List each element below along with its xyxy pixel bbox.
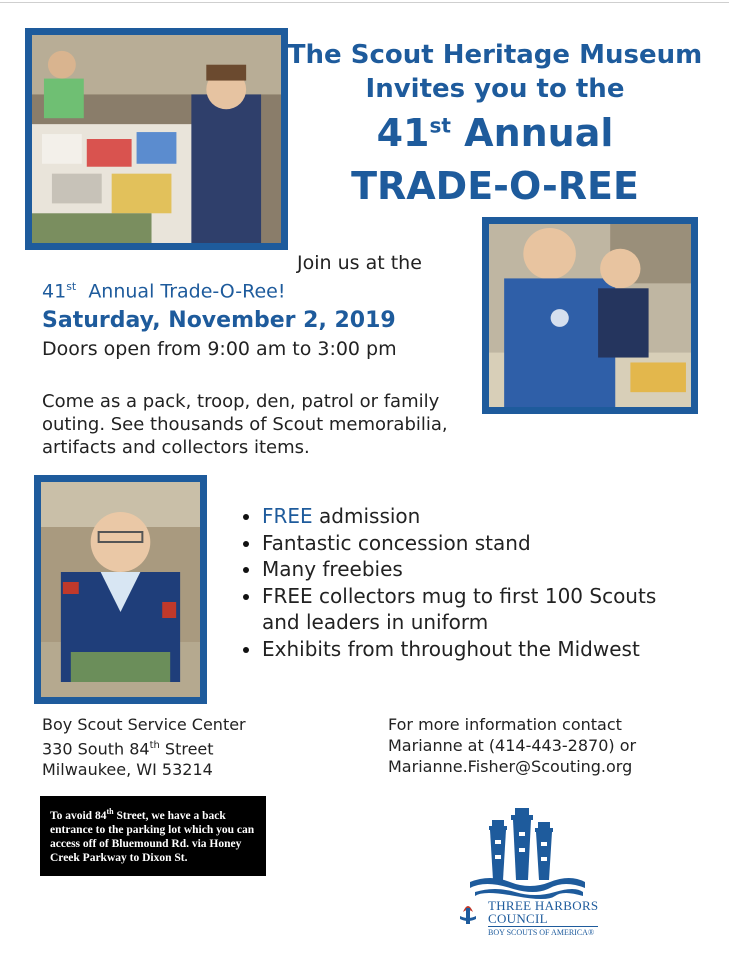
photo-two-scouts bbox=[482, 217, 698, 414]
notice-text-rest: Street, we have a back entrance to the parking lot which you can access off of Bluemound Rd. via Honey Creek Parkway to Dixon St. bbox=[50, 809, 255, 864]
annual-suffix: st bbox=[66, 280, 77, 293]
annual-label: Annual Trade-O-Ree! bbox=[76, 280, 286, 303]
list-item-text: Exhibits from throughout the Midwest bbox=[262, 636, 640, 661]
event-hours: Doors open from 9:00 am to 3:00 pm bbox=[42, 338, 397, 360]
council-name-line-1: THREE HARBORS bbox=[488, 898, 599, 913]
header-museum-line: The Scout Heritage Museum bbox=[287, 40, 703, 70]
council-tagline bbox=[488, 926, 598, 938]
list-item bbox=[238, 583, 662, 636]
contact-line-2: Marianne at (414-443-2870) or bbox=[388, 736, 637, 755]
header-annual-number: 41 bbox=[376, 111, 430, 155]
street-word: Street bbox=[159, 739, 214, 759]
notice-text: To avoid 84 bbox=[50, 809, 107, 822]
event-description: Come as a pack, troop, den, patrol or family outing. See thousands of Scout memorabilia, artifacts and collectors items. bbox=[42, 391, 448, 458]
list-item-text: admission bbox=[312, 504, 421, 528]
list-item-text: Many freebies bbox=[262, 557, 403, 581]
free-highlight: FREE bbox=[262, 504, 313, 528]
annual-text bbox=[42, 280, 286, 302]
list-item-text: FREE collectors mug to first 100 Scouts and leaders in uniform bbox=[262, 583, 657, 634]
list-item bbox=[238, 503, 662, 530]
list-item-text: Fantastic concession stand bbox=[262, 530, 531, 555]
event-date: Saturday, November 2, 2019 bbox=[42, 308, 396, 333]
list-item bbox=[238, 636, 662, 663]
header-annual-line bbox=[285, 110, 705, 156]
tagline-text: BOY SCOUTS OF AMERICA bbox=[488, 928, 588, 937]
street-number: 330 South 84 bbox=[42, 739, 150, 759]
contact-email[interactable]: Marianne.Fisher@Scouting.org bbox=[388, 757, 633, 776]
council-name bbox=[488, 899, 598, 938]
notice-sup: th bbox=[106, 807, 114, 816]
join-text: Join us at the bbox=[297, 252, 422, 274]
top-rule bbox=[0, 2, 729, 3]
address-line-1: Boy Scout Service Center bbox=[42, 715, 246, 734]
header-event-name: TRADE-O-REE bbox=[351, 164, 639, 208]
annual-number: 41 bbox=[42, 280, 67, 303]
list-item bbox=[238, 530, 662, 557]
street-suffix: th bbox=[149, 740, 160, 751]
contact-line-1: For more information contact bbox=[388, 715, 622, 734]
features-list bbox=[238, 503, 662, 662]
parking-notice bbox=[40, 796, 266, 876]
council-name-line-2: COUNCIL bbox=[488, 911, 548, 926]
address-block bbox=[42, 714, 246, 780]
list-item bbox=[238, 556, 662, 583]
photo-cub-scout bbox=[34, 475, 207, 704]
photo-trading-tables bbox=[25, 28, 288, 250]
header-annual-word: Annual bbox=[450, 111, 614, 155]
address-line-3: Milwaukee, WI 53214 bbox=[42, 760, 213, 780]
header-invite-line: Invites you to the bbox=[365, 74, 625, 104]
address-line-2 bbox=[42, 735, 246, 759]
tagline-trademark: ® bbox=[587, 928, 595, 937]
contact-block bbox=[388, 714, 636, 777]
header-annual-suffix: st bbox=[429, 113, 451, 138]
